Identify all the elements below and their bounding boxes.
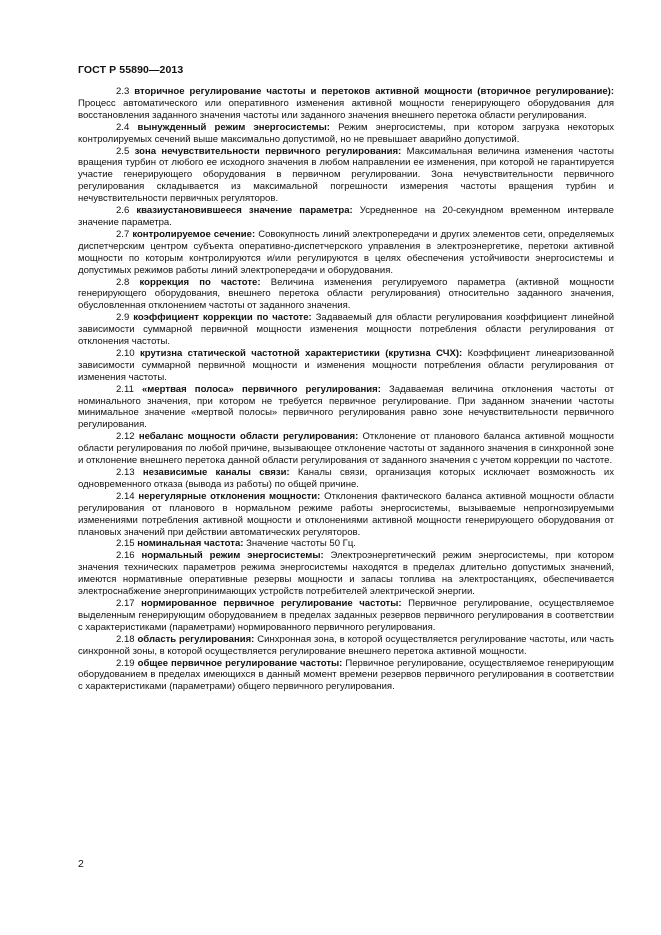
definition: Каналы связи, организация которых исключает возможность их одновременного отказа (вывода из работы) по общей причине. — [78, 467, 615, 490]
definition: Задаваемая величина отклонения частоты от номинального значения, при котором не требуется первичное регулирование. При заданном значении частоты минимальное значение «мертвой полосы» первичного регулирования равно зоне нечувствительности первичного регулирования. — [78, 383, 615, 431]
definition-paragraph — [78, 146, 614, 206]
clause-number: 2.14 — [116, 490, 135, 502]
definition-paragraph — [78, 467, 614, 491]
definition-paragraph — [78, 431, 614, 467]
term: вторичное регулирование частоты и перетоков активной мощности (вторичное регулирование): — [134, 86, 615, 97]
definition-paragraph — [78, 229, 614, 277]
definition-paragraph — [78, 277, 614, 313]
definition: Отклонения фактического баланса активной мощности области регулирования от планового в нормальном режиме работы энергосистемы, вызываемые непрогнозируемыми изменениями потребления активной мощности и отклонениями активной мощности генерирующего оборудования от плановых значений при действии автоматических регуляторов. — [78, 490, 615, 538]
definition-paragraph — [78, 658, 614, 694]
definition: Процесс автоматического или оперативного изменения активной мощности генерирующего оборудования для восстановления заданного значения частоты или заданного значения внешнего перетока области регулирования. — [78, 97, 614, 121]
term: квазиустановившееся значение параметра: — [136, 205, 353, 217]
clause-number: 2.19 — [116, 657, 135, 669]
clause-number: 2.3 — [116, 86, 130, 97]
clause-number: 2.6 — [116, 205, 130, 217]
definition: Задаваемый для области регулирования коэффициент линейной зависимости суммарной первичной мощности изменения мощности потребления области регулирования от отклонения частоты. — [78, 312, 615, 348]
definition-paragraph — [78, 598, 614, 634]
definition-paragraph — [78, 348, 614, 384]
definition-paragraph — [78, 312, 614, 348]
definition: Коэффициент линеаризованной зависимости суммарной первичной мощности и изменения мощности потребления области регулирования от изменения частоты. — [78, 347, 615, 383]
term: общее первичное регулирование частоты: — [137, 657, 343, 669]
clause-number: 2.7 — [116, 228, 130, 240]
clause-number: 2.10 — [116, 347, 135, 359]
definition: Электроэнергетический режим энергосистемы, при котором значения технических параметров режима энергосистемы находятся в пределах длительно допустимых значений, имеются нормативные оперативные резервы мощности и запасы топлива на электростанциях, обеспечивается электроснабжение энергопринимающих устройств потребителей электрической энергии. — [78, 550, 614, 598]
term: коррекция по частоте: — [139, 276, 261, 288]
definition-paragraph — [78, 384, 614, 432]
clause-number: 2.18 — [116, 633, 135, 645]
definition: Режим энергосистемы, при котором загрузка некоторых контролируемых сечений выше максимально допустимой, но не превышает аварийно допустимой. — [78, 121, 615, 145]
definition: Совокупность линий электропередачи и других элементов сети, определяемых диспетчерским центром субъекта оперативно-диспетчерского управления в электроэнергетике, перетоки активной мощности по которым контролируются и/или регулируются в целях обеспечения устойчивости энергосистемы и допустимых режимов работы линий электропередачи и оборудования. — [78, 228, 615, 276]
term: крутизна статической частотной характеристики (крутизна СЧХ): — [140, 347, 463, 359]
term: зона нечувствительности первичного регулирования: — [134, 145, 402, 157]
clause-number: 2.15 — [116, 538, 135, 550]
definition: Максимальная величина изменения частоты вращения турбин от любого ее исходного значения в любом направлении ее изменения, при которой не гарантируется участие генерирующего оборудования в первичном регулировании. Зона нечувствительности первичного регулирования складывается из максимальной погрешности измерения частоты вращения турбин и нечувствительности первичных регуляторов. — [78, 145, 615, 205]
definition-paragraph — [78, 634, 614, 658]
definition-paragraph — [78, 122, 614, 146]
definition-paragraph — [78, 550, 614, 598]
term: небаланс мощности области регулирования: — [138, 431, 359, 443]
term: контролируемое сечение: — [132, 228, 256, 240]
definition: Отклонение от планового баланса активной мощности области регулирования по любой причине, вызывающее отклонение частоты от заданного значения в синхронной зоне и отклонение внешнего перетока данной области регулирования от заданного значения с учетом коррекции по частоте. — [78, 431, 614, 467]
term: нерегулярные отклонения мощности: — [138, 490, 321, 502]
document-body — [78, 86, 614, 693]
definition: Синхронная зона, в которой осуществляется регулирование частоты, или часть синхронной зоны, в которой осуществляется регулирование внешнего перетока активной мощности. — [78, 633, 614, 657]
clause-number: 2.9 — [116, 312, 130, 324]
clause-number: 2.13 — [116, 467, 135, 478]
term: нормальный режим энергосистемы: — [141, 550, 324, 562]
term: «мертвая полоса» первичного регулирования: — [142, 383, 381, 395]
term: номинальная частота: — [137, 538, 244, 550]
clause-number: 2.17 — [116, 597, 135, 609]
definition: Величина изменения регулируемого параметра (активной мощности генерирующего оборудования, внешнего перетока области регулирования) относительно заданного значения, обусловленная отклонением частоты от заданного значения. — [78, 276, 614, 312]
definition: Первичное регулирование, осуществляемое генерирующим оборудованием в пределах имеющихся в данный момент времени резервов первичного регулирования в соответствии с характеристиками (параметрами) общего первичного регулирования. — [78, 657, 614, 693]
clause-number: 2.8 — [116, 276, 130, 288]
term: нормированное первичное регулирование частоты: — [141, 597, 402, 609]
clause-number: 2.4 — [116, 121, 130, 133]
clause-number: 2.12 — [116, 431, 135, 443]
definition-paragraph — [78, 538, 614, 550]
definition: Усредненное на 20-секундном временном интервале значение параметра. — [78, 205, 614, 228]
definition-paragraph — [78, 205, 614, 229]
definition-paragraph — [78, 86, 614, 122]
term: вынужденный режим энергосистемы: — [137, 121, 330, 133]
page-number: 2 — [78, 858, 84, 870]
term: область регулирования: — [137, 633, 255, 645]
term: независимые каналы связи: — [142, 467, 290, 478]
definition: Первичное регулирование, осуществляемое выделенным генерирующим оборудованием в пределах заданных резервов первичного регулирования в соответствии с характеристиками (параметрами) нормированного первичного регулирования. — [78, 597, 615, 633]
document-header: ГОСТ Р 55890—2013 — [78, 64, 184, 76]
term: коэффициент коррекции по частоте: — [133, 312, 312, 324]
definition-paragraph — [78, 491, 614, 539]
clause-number: 2.16 — [116, 550, 135, 562]
clause-number: 2.5 — [116, 145, 130, 157]
definition: Значение частоты 50 Гц. — [246, 538, 356, 550]
clause-number: 2.11 — [116, 383, 134, 395]
